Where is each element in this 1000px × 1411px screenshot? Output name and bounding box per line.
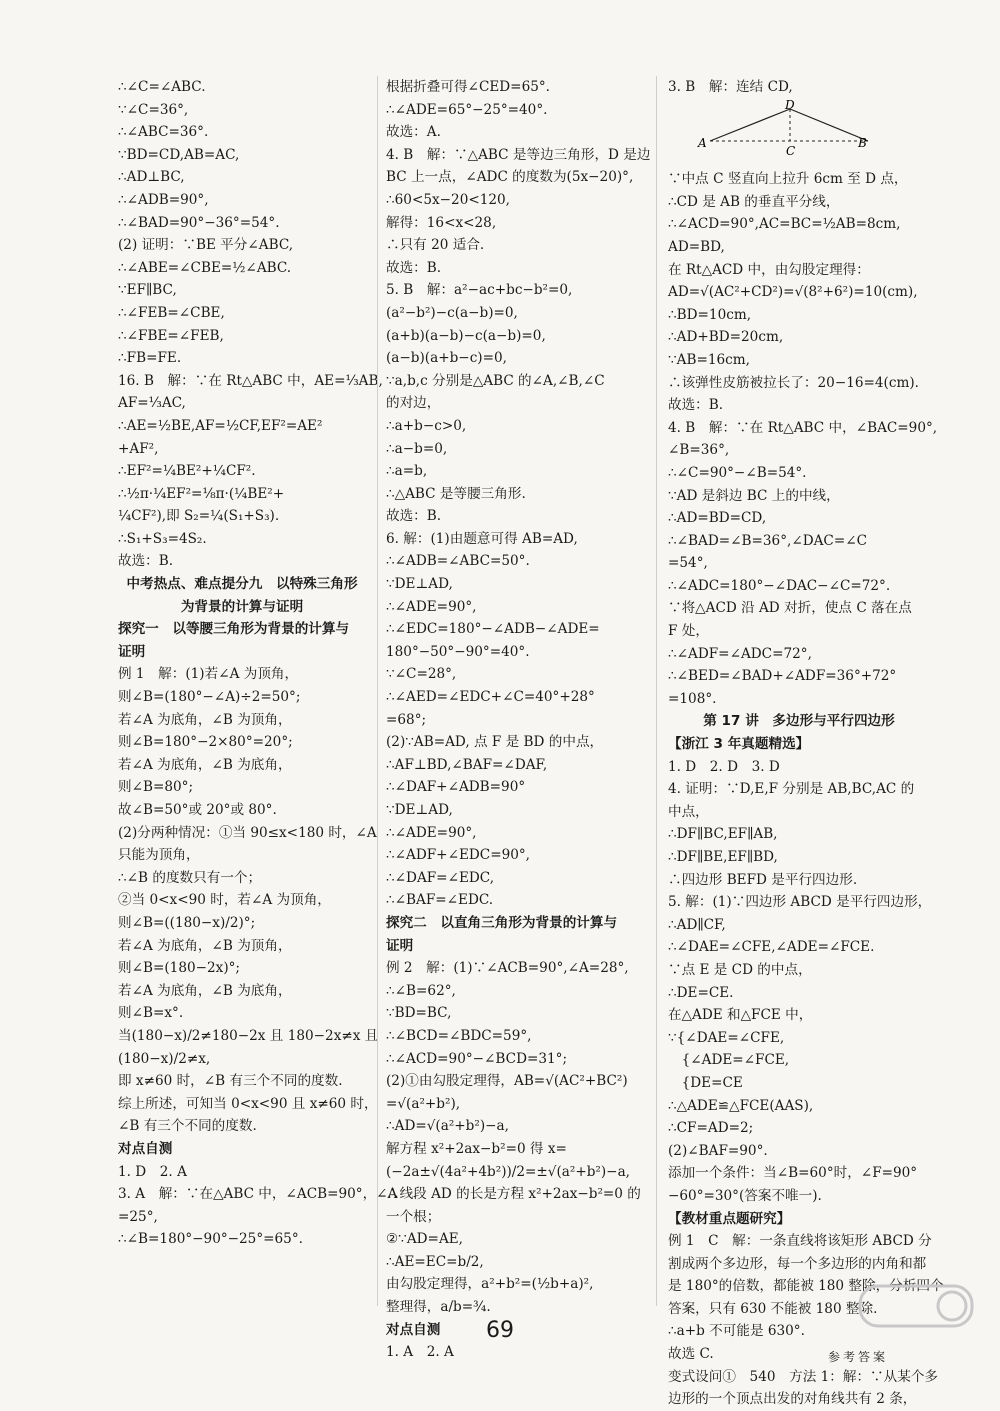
text-line: 例 1 C 解：一条直线将该矩形 ABCD 分 — [668, 1233, 932, 1250]
text-line: 第 17 讲 多边形与平行四边形 — [703, 713, 895, 730]
text-line: 对点自测 — [386, 1321, 441, 1338]
text-line: ∴CD 是 AB 的垂直平分线， — [668, 193, 840, 210]
text-line: ∴AD=BD=CD, — [668, 510, 767, 527]
text-line: 180°−50°−90°=40°. — [386, 643, 530, 660]
text-line: 5. B 解：a²−ac+bc−b²=0, — [386, 282, 573, 299]
text-line: 4. 证明：∵D,E,F 分别是 AB,BC,AC 的 — [668, 781, 915, 798]
text-line: ∴∠DAF=∠EDC, — [386, 869, 495, 886]
text-line: 若∠A 为底角，∠B 为顶角， — [118, 937, 292, 954]
text-line: 【教材重点题研究】 — [668, 1210, 791, 1227]
text-line: 则∠B=x°. — [118, 1005, 184, 1022]
text-line: ∴CF=AD=2; — [668, 1120, 754, 1137]
text-line: 故∠B=50°或 20°或 80°. — [118, 802, 277, 818]
text-line: 例 2 解：(1)∵∠ACB=90°,∠A=28°, — [386, 960, 629, 977]
text-line: ∴AD+BD=20cm, — [668, 329, 784, 346]
text-line: 故选：B. — [668, 397, 724, 414]
text-line: ∵BD=CD,AB=AC, — [118, 146, 240, 163]
text-line: {DE=CE — [668, 1074, 743, 1091]
text-line: ∵∠C=28°, — [386, 666, 457, 683]
text-line: 中点， — [668, 803, 709, 820]
triangle-figure — [668, 97, 868, 158]
text-line: ∴线段 AD 的长是方程 x²+2ax−b²=0 的 — [386, 1186, 641, 1203]
text-line: ∴∠DAE=∠CFE,∠ADE=∠FCE. — [668, 939, 875, 956]
text-line: ∴该弹性皮筋被拉长了：20−16=4(cm). — [668, 374, 919, 391]
text-line: ∴∠FBE=∠FEB, — [118, 327, 224, 344]
text-line: 4. B 解：∵△ABC 是等边三角形，D 是边 — [386, 146, 651, 163]
text-line: 3. A 解：∵在△ABC 中，∠ACB=90°，∠A — [118, 1186, 398, 1203]
text-line: ∴∠BCD=∠BDC=59°, — [386, 1027, 532, 1044]
text-line: ∴∠AED=∠EDC+∠C=40°+28° — [386, 689, 595, 706]
footer-label: 参考答案 — [828, 1350, 889, 1364]
text-line: ∠B=36°, — [668, 442, 730, 459]
text-line: ∠B 有三个不同的度数. — [118, 1118, 257, 1135]
text-line: 解得：16<x<28, — [386, 214, 497, 231]
text-line: ∴∠ABE=∠CBE=½∠ABC. — [118, 259, 292, 276]
text-line: (180−x)/2≠x, — [118, 1050, 211, 1067]
text-line: ∵中点 C 竖直向上拉升 6cm 至 D 点， — [668, 171, 908, 188]
text-line: 4. B 解：∵在 Rt△ABC 中，∠BAC=90°, — [668, 419, 938, 436]
text-line: 边形的一个顶点出发的对角线共有 2 条， — [668, 1391, 917, 1408]
text-line: 则∠B=(180−2x)°; — [118, 960, 240, 977]
text-line: 证明 — [386, 937, 414, 954]
text-line: 16. B 解：∵在 Rt△ABC 中，AE=⅓AB, — [118, 372, 383, 389]
text-line: ∴∠C=∠ABC. — [118, 79, 206, 95]
text-line: AF=⅓AC, — [118, 395, 186, 412]
text-line: ∴∠B=180°−90°−25°=65°. — [118, 1231, 303, 1248]
text-line: (2) 证明：∵BE 平分∠ABC, — [118, 237, 294, 254]
text-line: 当(180−x)/2≠180−2x 且 180−2x≠x 且 — [118, 1027, 379, 1044]
text-line: ∴∠BAD=90°−36°=54°. — [118, 214, 280, 231]
text-line: 1. D 2. D 3. D — [668, 758, 780, 775]
text-line: 一个根； — [386, 1208, 441, 1225]
text-line: 综上所述，可知当 0<x<90 且 x≠60 时， — [118, 1095, 378, 1112]
text-line: ∴∠ADF=∠ADC=72°, — [668, 645, 812, 662]
text-line: ∴△ABC 是等腰三角形. — [386, 485, 526, 502]
text-line: ∴S₁+S₃=4S₂. — [118, 530, 207, 547]
text-line: (2)①由勾股定理得，AB=√(AC²+BC²) — [386, 1073, 628, 1090]
text-line: 的对边， — [386, 395, 441, 412]
text-line: ∵BD=BC, — [386, 1005, 452, 1022]
text-line: 则∠B=((180−x)/2)°; — [118, 914, 256, 931]
text-line: ∴∠ADE=65°−25°=40°. — [386, 101, 548, 118]
column-left — [118, 76, 398, 1251]
text-line: 割成两个多边形，每一个多边形的内角和都 — [668, 1255, 927, 1272]
text-line: ∴DE=CE. — [668, 984, 734, 1001]
text-line: ∴FB=FE. — [118, 350, 182, 367]
text-line: 若∠A 为底角，∠B 为底角， — [118, 756, 292, 773]
text-line: (a²−b²)−c(a−b)=0, — [386, 304, 518, 321]
text-line: AD=√(AC²+CD²)=√(8²+6²)=10(cm), — [668, 284, 918, 301]
text-line: {∠ADE=∠FCE, — [668, 1052, 790, 1069]
text-line: ∴∠ABC=36°. — [118, 124, 209, 141]
text-line: (−2a±√(4a²+4b²))/2=±√(a²+b²)−a, — [386, 1163, 630, 1180]
text-line: ∵点 E 是 CD 的中点， — [668, 961, 812, 978]
text-line: ∴∠B 的度数只有一个； — [118, 869, 262, 886]
text-line: 故选 C. — [668, 1346, 714, 1363]
text-line: 只能为顶角， — [118, 847, 200, 864]
text-line: ∴60<5x−20<120, — [386, 191, 510, 208]
text-line: ∴a−b=0, — [386, 440, 448, 457]
text-line: 则∠B=180°−2×80°=20°; — [118, 734, 293, 751]
text-line: ∵∠C=36°, — [118, 101, 189, 118]
text-line: ∴∠ACD=90°−∠BCD=31°; — [386, 1050, 568, 1067]
text-line: 根据折叠可得∠CED=65°. — [386, 79, 550, 95]
text-line: ∴∠ADF+∠EDC=90°, — [386, 847, 530, 864]
text-line: 5. 解：(1)∵四边形 ABCD 是平行四边形， — [668, 894, 932, 911]
text-line: 整理得，a/b=¾. — [386, 1299, 491, 1316]
text-line: =54°, — [668, 555, 708, 572]
text-line: ∴AE=EC=b/2, — [386, 1253, 484, 1270]
text-line: ∴∠EDC=180°−∠ADB−∠ADE= — [386, 621, 600, 638]
text-line: ∵DE⊥AD, — [386, 576, 453, 593]
column-divider — [377, 76, 378, 1306]
figure-label: D — [785, 97, 795, 112]
text-line: ∴∠ADE=90°, — [386, 824, 477, 841]
text-line: ∵AB=16cm, — [668, 351, 750, 368]
text-line: ∴∠DAF+∠ADB=90° — [386, 779, 526, 796]
text-line: ∵AD 是斜边 BC 上的中线， — [668, 487, 840, 504]
text-line: ∴只有 20 适合. — [386, 237, 485, 254]
figure-label: C — [786, 143, 796, 158]
text-line: ∴∠BAF=∠EDC. — [386, 892, 494, 909]
text-line: ∴DF∥BE,EF∥BD, — [668, 849, 778, 865]
text-line: 则∠B=80°; — [118, 779, 194, 796]
text-line: 为背景的计算与证明 — [180, 598, 304, 615]
text-line: 1. A 2. A — [386, 1344, 454, 1361]
column-right — [668, 76, 944, 1411]
text-line: ②当 0<x<90 时，若∠A 为顶角， — [118, 892, 331, 909]
text-line: ∴AE=½BE,AF=½CF,EF²=AE² — [118, 417, 323, 434]
text-line: 在 Rt△ACD 中，由勾股定理得： — [668, 261, 870, 278]
text-line: 添加一个条件：当∠B=60°时，∠F=90° — [668, 1165, 918, 1182]
text-line: 由勾股定理得，a²+b²=(½b+a)², — [386, 1276, 594, 1293]
text-line: 若∠A 为底角，∠B 为底角， — [118, 982, 292, 999]
text-line: 中考热点、难点提分九 以特殊三角形 — [126, 576, 358, 593]
figure-label: B — [858, 135, 867, 150]
text-line: 【浙江 3 年真题精选】 — [668, 736, 810, 753]
text-line: AD=BD, — [668, 238, 725, 255]
text-line: 证明 — [118, 643, 146, 660]
text-line: =68°; — [386, 711, 427, 728]
text-line: (2)∵AB=AD, 点 F 是 BD 的中点， — [386, 734, 604, 751]
text-line: 在△ADE 和△FCE 中， — [668, 1007, 813, 1024]
text-line: ¼CF²),即 S₂=¼(S₁+S₃). — [118, 508, 280, 525]
text-line: 6. 解：(1)由题意可得 AB=AD, — [386, 530, 578, 547]
text-line: ∴a+b 不可能是 630°. — [668, 1323, 805, 1340]
text-line: =108°. — [668, 690, 717, 707]
text-line: 即 x≠60 时，∠B 有三个不同的度数. — [118, 1073, 343, 1090]
text-line: =25°, — [118, 1208, 158, 1225]
text-line: ∴a+b−c>0, — [386, 417, 467, 434]
text-line: ∴AF⊥BD,∠BAF=∠DAF, — [386, 756, 548, 773]
column-middle — [386, 76, 651, 1364]
text-line: 故选：B. — [386, 259, 442, 276]
text-line: ∵EF∥BC, — [118, 282, 177, 299]
text-line: ∴∠C=90°−∠B=54°. — [668, 464, 807, 481]
text-line: 是 180°的倍数，都能被 180 整除，分析四个 — [668, 1278, 944, 1295]
text-line: 故选：A. — [386, 124, 441, 141]
text-line: (2)分两种情况：①当 90≤x<180 时，∠A — [118, 824, 377, 841]
text-line: F 处， — [668, 623, 709, 640]
figure-label: A — [698, 135, 707, 150]
text-line: ∴∠BED=∠BAD+∠ADF=36°+72° — [668, 668, 897, 685]
text-line: ∴∠ADE=90°, — [386, 598, 477, 615]
text-line: ∴EF²=¼BE²+¼CF². — [118, 463, 256, 480]
text-line: 答案，只有 630 不能被 180 整除. — [668, 1300, 878, 1317]
text-line: ∴四边形 BEFD 是平行四边形. — [668, 871, 858, 888]
text-line: ∴∠ACD=90°,AC=BC=½AB=8cm, — [668, 216, 901, 233]
text-line: (a+b)(a−b)−c(a−b)=0, — [386, 327, 546, 344]
text-line: ∴BD=10cm, — [668, 306, 752, 323]
text-line: 故选：B. — [386, 508, 442, 525]
text-line: ∴∠BAD=∠B=36°,∠DAC=∠C — [668, 532, 868, 549]
text-line: ∴△ADE≌△FCE(AAS), — [668, 1097, 814, 1114]
text-line: 探究一 以等腰三角形为背景的计算与 — [118, 621, 350, 638]
text-line: BC 上一点，∠ADC 的度数为(5x−20)°, — [386, 169, 634, 186]
text-line: ∴∠ADB=∠ABC=50°. — [386, 553, 530, 570]
text-line: ∵a,b,c 分别是△ABC 的∠A,∠B,∠C — [386, 372, 605, 389]
text-line: ∴AD⊥BC, — [118, 169, 185, 186]
text-line: (2)∠BAF=90°. — [668, 1142, 768, 1159]
text-line: ∵DE⊥AD, — [386, 802, 453, 818]
text-line: ∴a=b, — [386, 463, 428, 480]
text-line: 则∠B=(180°−∠A)÷2=50°; — [118, 689, 301, 706]
text-line: ∵{∠DAE=∠CFE, — [668, 1029, 785, 1046]
text-line: ∴∠ADC=180°−∠DAC−∠C=72°. — [668, 577, 891, 594]
text-line: 对点自测 — [118, 1140, 173, 1157]
text-line: +AF², — [118, 440, 159, 457]
text-line: ②∵AD=AE, — [386, 1231, 464, 1248]
text-line: −60°=30°(答案不唯一). — [668, 1187, 822, 1204]
text-line: 探究二 以直角三角形为背景的计算与 — [386, 914, 618, 931]
text-line: 1. D 2. A — [118, 1163, 187, 1180]
text-line: 故选：B. — [118, 553, 174, 570]
text-line: 变式设问① 540 方法 1：解：∵从某个多 — [668, 1368, 939, 1385]
text-line: 若∠A 为底角，∠B 为顶角， — [118, 711, 292, 728]
page-number: 69 — [486, 1318, 514, 1343]
column-divider — [656, 76, 657, 1306]
text-line: ∴DF∥BC,EF∥AB, — [668, 826, 778, 843]
text-line: ∴AD=√(a²+b²)−a, — [386, 1118, 509, 1135]
text-line: (a−b)(a+b−c)=0, — [386, 350, 507, 367]
text-line: 3. B 解：连结 CD, — [668, 79, 793, 95]
text-line: ∴½π·¼EF²=⅛π·(¼BE²+ — [118, 485, 285, 502]
text-line: ∴AD∥CF, — [668, 916, 726, 933]
text-line: 解方程 x²+2ax−b²=0 得 x= — [386, 1140, 567, 1157]
text-line: ∵将△ACD 沿 AD 对折，使点 C 落在点 — [668, 600, 912, 617]
text-line: =√(a²+b²), — [386, 1095, 461, 1112]
text-line: ∴∠FEB=∠CBE, — [118, 304, 225, 321]
text-line: ∴∠ADB=90°, — [118, 191, 209, 208]
text-line: 例 1 解：(1)若∠A 为顶角， — [118, 666, 299, 683]
text-line: ∴∠B=62°, — [386, 982, 456, 999]
